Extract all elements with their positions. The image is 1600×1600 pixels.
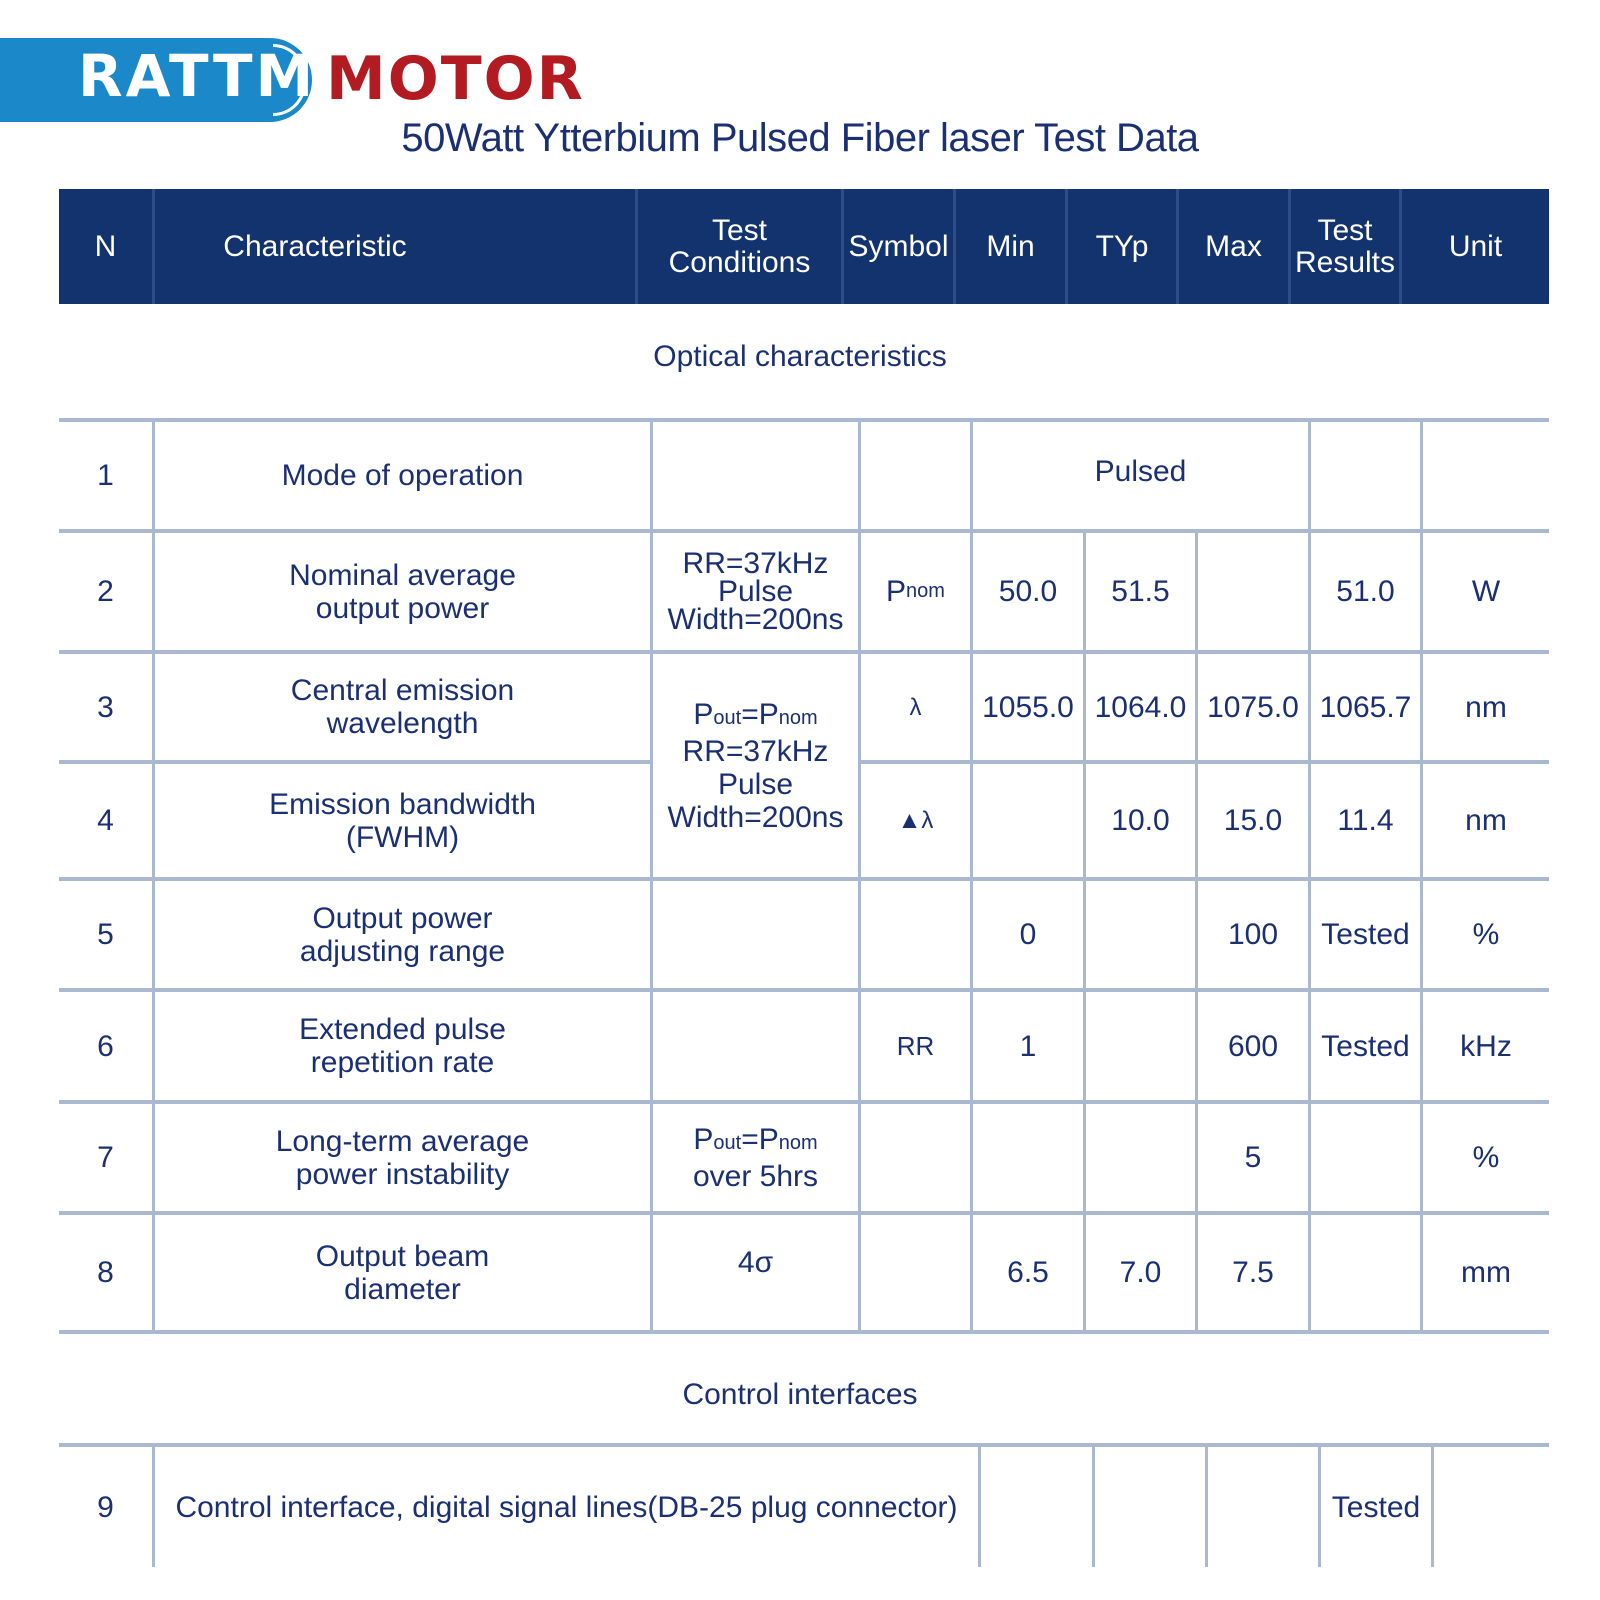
row4-result: 11.4 bbox=[1337, 804, 1394, 837]
header-max: Max bbox=[1205, 229, 1262, 263]
row7-test-conditions: Pout=Pnom over 5hrs bbox=[692, 1122, 819, 1193]
row3-max: 1075.0 bbox=[1207, 690, 1299, 724]
row6-characteristic: Extended pulse repetition rate bbox=[299, 1013, 506, 1079]
row8-min: 6.5 bbox=[1007, 1256, 1049, 1289]
row2-test-conditions: RR=37kHz Pulse Width=200ns bbox=[667, 546, 844, 636]
row2-typ: 51.5 bbox=[1111, 575, 1170, 608]
row7-characteristic: Long-term average power instability bbox=[275, 1124, 530, 1191]
row1-characteristic: Mode of operation bbox=[281, 459, 524, 492]
row5-min: 0 bbox=[1019, 918, 1037, 951]
row4-typ: 10.0 bbox=[1111, 804, 1170, 837]
row4-n: 4 bbox=[97, 804, 114, 837]
header-characteristic: Characteristic bbox=[223, 229, 407, 263]
row7-n: 7 bbox=[97, 1141, 114, 1174]
row2-n: 2 bbox=[97, 575, 114, 608]
row4-min bbox=[973, 764, 1083, 877]
row7-max: 5 bbox=[1244, 1141, 1262, 1174]
header-n: N bbox=[94, 229, 117, 263]
row3-typ: 1064.0 bbox=[1094, 690, 1187, 724]
row6-result: Tested bbox=[1321, 1029, 1410, 1063]
row5-max: 100 bbox=[1227, 918, 1279, 951]
row5-result: Tested bbox=[1321, 918, 1410, 951]
row6-max: 600 bbox=[1227, 1029, 1279, 1063]
brand-logo-suffix: MOTOR bbox=[326, 44, 585, 114]
row6-min: 1 bbox=[1019, 1029, 1037, 1063]
row8-n: 8 bbox=[97, 1256, 114, 1289]
row6-symbol: RR bbox=[896, 1030, 935, 1061]
header-test-results: Test Results bbox=[1294, 213, 1396, 279]
row2-unit: W bbox=[1471, 575, 1501, 608]
row2-characteristic: Nominal average output power bbox=[289, 558, 516, 625]
header-unit: Unit bbox=[1448, 229, 1503, 263]
row9-n: 9 bbox=[97, 1490, 114, 1524]
row8-characteristic: Output beam diameter bbox=[315, 1239, 490, 1306]
brand-logo-text: RATTM bbox=[78, 42, 317, 110]
row6-n: 6 bbox=[97, 1029, 114, 1063]
header-test-conditions: Test Conditions bbox=[668, 213, 811, 279]
row3-min: 1055.0 bbox=[982, 690, 1074, 724]
row2-symbol: P nom bbox=[886, 575, 945, 608]
row3-result: 1065.7 bbox=[1319, 690, 1412, 724]
section-control: Control interfaces bbox=[682, 1378, 918, 1411]
row8-unit: mm bbox=[1461, 1256, 1511, 1289]
row2-max bbox=[1198, 533, 1308, 650]
row8-typ: 7.0 bbox=[1119, 1256, 1162, 1289]
section-optical: Optical characteristics bbox=[653, 340, 947, 373]
row4-symbol: ▲λ bbox=[897, 807, 934, 834]
row6-unit: kHz bbox=[1460, 1029, 1512, 1063]
row4-unit: nm bbox=[1465, 804, 1507, 837]
row3-symbol: λ bbox=[909, 693, 922, 721]
row2-min: 50.0 bbox=[998, 575, 1058, 608]
row7-unit: % bbox=[1472, 1141, 1500, 1174]
document-title: 50Watt Ytterbium Pulsed Fiber laser Test Data bbox=[401, 116, 1199, 160]
row8-test-conditions: 4σ bbox=[737, 1246, 774, 1279]
row8-max: 7.5 bbox=[1232, 1256, 1274, 1289]
row9-characteristic: Control interface, digital signal lines(DB-25 plug connector) bbox=[175, 1490, 958, 1524]
row3-unit: nm bbox=[1465, 690, 1507, 724]
row3-n: 3 bbox=[97, 690, 114, 724]
row9-result: Tested bbox=[1331, 1490, 1421, 1524]
header-symbol: Symbol bbox=[848, 229, 949, 263]
row4-max: 15.0 bbox=[1223, 804, 1283, 837]
row3-characteristic: Central emission wavelength bbox=[290, 674, 515, 740]
row1-n: 1 bbox=[97, 459, 114, 492]
row2-result: 51.0 bbox=[1336, 575, 1395, 608]
row5-characteristic: Output power adjusting range bbox=[299, 901, 506, 968]
header-min: Min bbox=[986, 229, 1035, 263]
row1-mode-value: Pulsed bbox=[1094, 455, 1187, 488]
header-typ: TYp bbox=[1095, 229, 1149, 263]
row5-n: 5 bbox=[97, 918, 114, 951]
rows3-4-test-conditions: Pout=Pnom RR=37kHz Pulse Width=200ns bbox=[667, 697, 844, 834]
row5-unit: % bbox=[1472, 918, 1500, 951]
row4-characteristic: Emission bandwidth (FWHM) bbox=[269, 787, 536, 854]
